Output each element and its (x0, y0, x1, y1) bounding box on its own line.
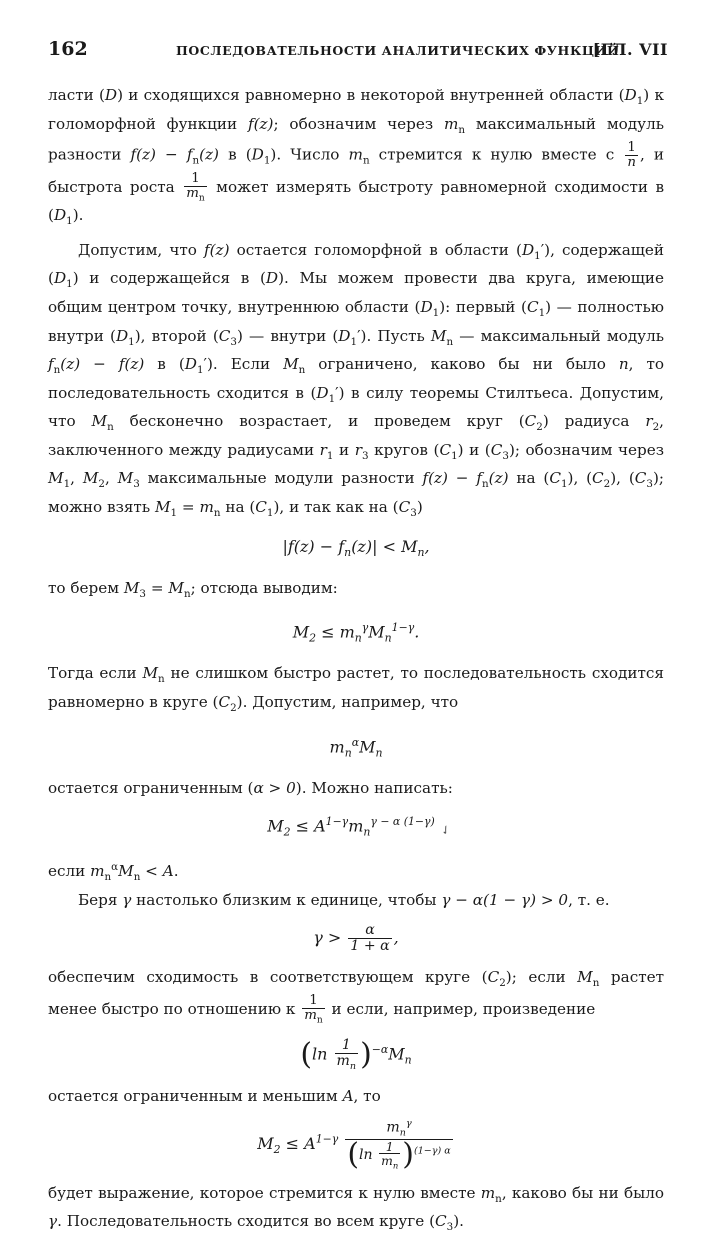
paragraph: ласти (D) и сходящихся равномерно в некоторой внутренней области $(D_1)$ к голоморфной функции f(z); обозначим через $m_n$ максимальный модуль разности $f(z) - f_n(z)$ в $(D_1)$. Число $m_n$ стремится к нулю вместе с $\frac{1}{n}$ , и быстрота роста $\frac{1}{m_n}$ может измерять быстроту равномерной сходимости в $(D_1)$. (48, 86, 665, 228)
formula-5: γ > $\frac{\alpha}{1 + \alpha}$ , (313, 922, 399, 954)
formula-7: $M_2 \le A^{1-\gamma}$ $m_n^\gamma$ (ln $\frac{1}{m_n}$ )$^{(1-\gamma) \alpha}$ (257, 1118, 451, 1172)
fraction: $\frac{1}{m_n}$ (304, 993, 323, 1026)
paragraph: Допустим, что f(z) остается голоморфной в области $(D_1')$, содержащей $(D_1)$ и содержащейся в (D). Мы можем провести два круга, имеющие общим центром точку, внутреннюю области $(D_1)$: первый $(C_1)$ — полностью внутри $(D_1)$, второй $(C_3)$ — внутри $(D_1')$. Пусть $M_n$ — максимальный модуль $f_n(z) - f(z)$ в $(D_1')$. Если $M_n$ ограничено, каково бы ни было n, то последовательность сходится в $(D_1')$ в силу теоремы Стилтьеса. Допустим, что $M_n$ бесконечно возрастает, и проведем круг $(C_2)$ радиуса $r_2$, заключенного между радиусами $r_1$ и $r_3$ кругов $(C_1)$ и $(C_3)$; обозначим через $M_1$, $M_2$, $M_3$ максимальные модули разности $f(z) - f_n(z)$ на $(C_1)$, $(C_2)$, $(C_3)$; можно взять $M_1 = m_n$ на $(C_1)$, и так как на $(C_3)$ (48, 240, 665, 519)
formula-4: $M_2$ ≤ $A^{1-\gamma}m_n^{\gamma - \alpha (1-\gamma)}✓$ (48, 811, 664, 844)
page-header (48, 38, 668, 68)
formula-3: $m_n^\alpha M_n$ (329, 735, 383, 760)
fraction: $\frac{1}{n}$ (627, 140, 636, 171)
fraction: $\frac{\alpha}{1 + \alpha}$ (350, 922, 390, 954)
paragraph: если $m_n^\alpha M_n < A$. (48, 861, 179, 884)
paragraph: остается ограниченным (α > 0). Можно написать: (48, 778, 453, 797)
paragraph: то берем $M_3 = M_n$; отсюда выводим: (48, 578, 338, 600)
fraction: $\frac{1}{m_n}$ (336, 1037, 357, 1073)
fraction: $m_n^\gamma$ (ln $\frac{1}{m_n}$ )$^{(1-\gamma) \alpha}$ (347, 1118, 451, 1172)
body-text (48, 84, 664, 1239)
formula-1: $|f(z) - f_n(z)| < M_n$, (282, 537, 430, 560)
fraction: $\frac{1}{m_n}$ (381, 1138, 399, 1171)
paragraph: Тогда если $M_n$ не слишком быстро растет, то последовательность сходится равномерно в круге $(C_2)$. Допустим, например, что (48, 664, 664, 715)
fraction: $\frac{1}{m_n}$ (186, 171, 205, 204)
chapter-label: [ГЛ. VII (592, 40, 668, 59)
running-title: ПОСЛЕДОВАТЕЛЬНОСТИ АНАЛИТИЧЕСКИХ ФУНКЦИЙ (176, 43, 620, 58)
paragraph: остается ограниченным и меньшим A, то (48, 1086, 381, 1105)
page-number: 162 (48, 38, 88, 60)
paragraph: будет выражение, которое стремится к нулю вместе $m_n$, каково бы ни было γ. Последовательность сходится во всем круге $(C_3)$. (48, 1183, 665, 1234)
formula-2: $M_2 \le m_n^\gamma M_n^{1-\gamma}$. (292, 621, 420, 645)
paragraph: обеспечим сходимость в соответствующем круге $(C_2)$; если $M_n$ растет менее быстро по отношению к $\frac{1}{m_n}$ и если, например, произведение (48, 967, 664, 1026)
paragraph: Беря γ настолько близким к единице, чтобы γ − α(1 − γ) > 0, т. е. (78, 890, 610, 909)
formula-6: (ln $\frac{1}{m_n}$ )$^{-\alpha}M_n$ (300, 1037, 412, 1073)
pencil-mark-icon: ✓ (437, 821, 454, 840)
